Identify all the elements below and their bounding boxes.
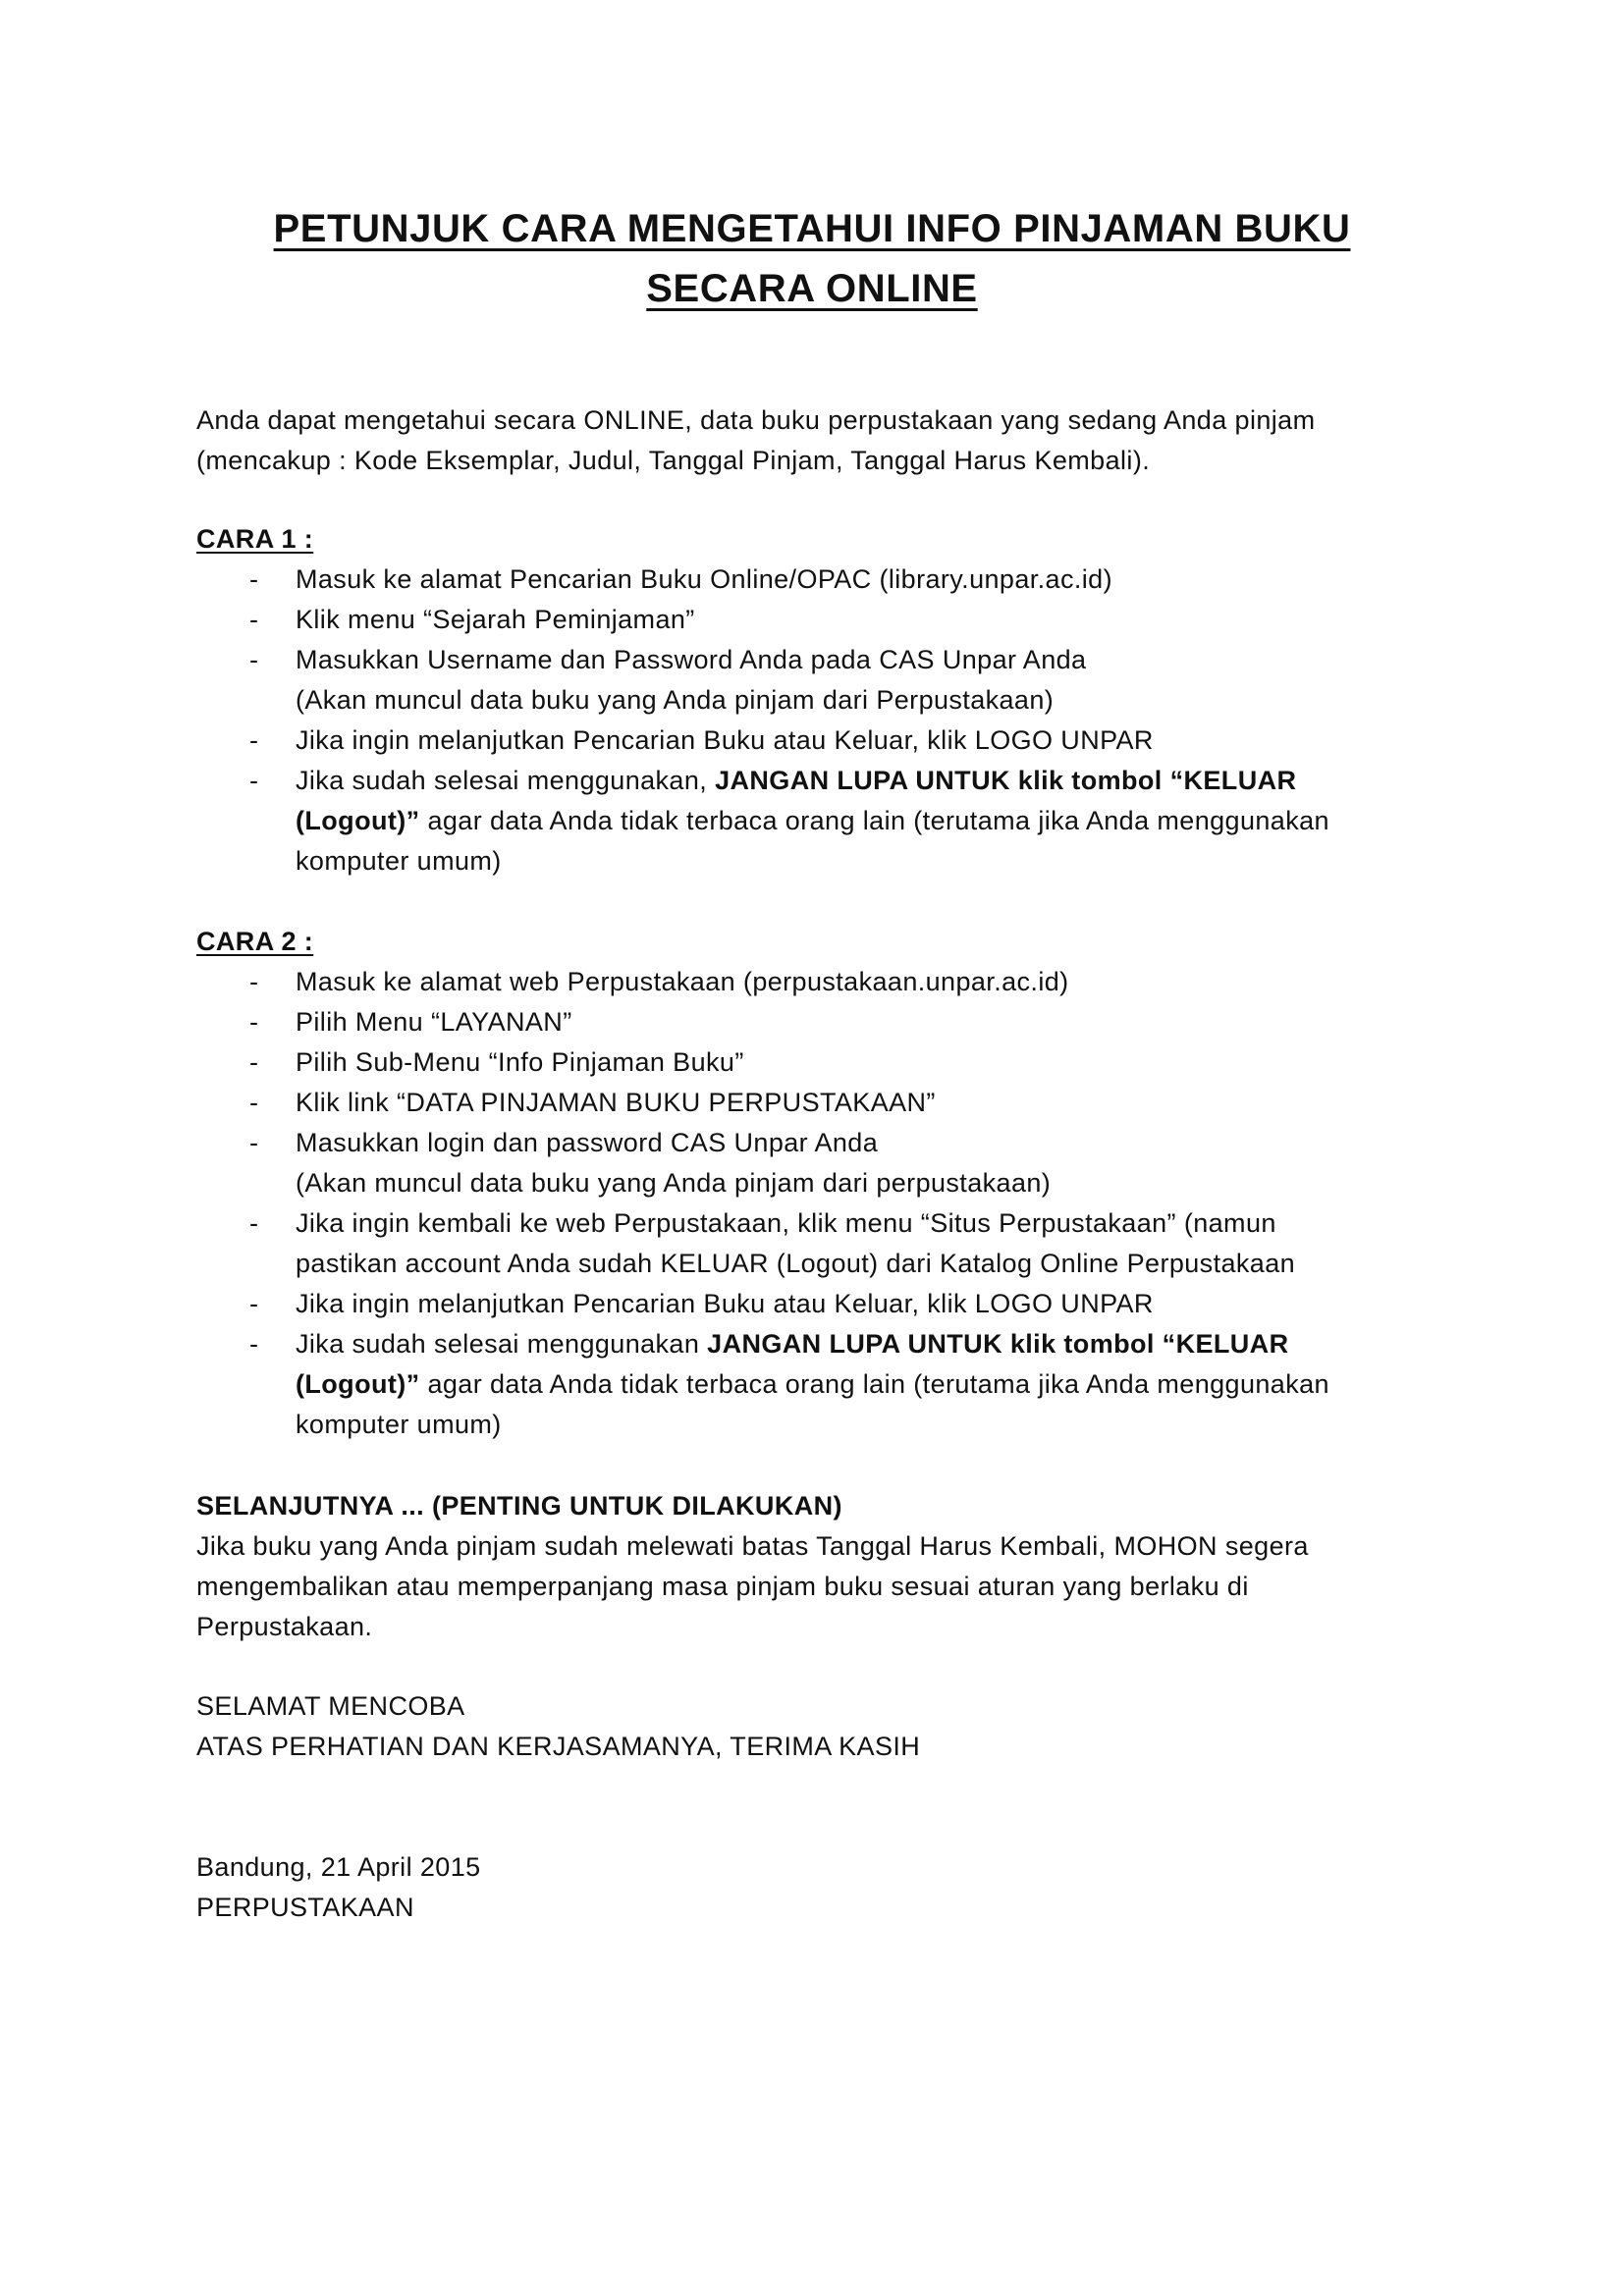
cara-1-heading: CARA 1 : xyxy=(196,524,314,554)
list-item-continuation: komputer umum) xyxy=(296,1410,502,1439)
list-item-text-part: Jika sudah selesai menggunakan xyxy=(296,1329,708,1359)
list-item-text: Klik link “DATA PINJAMAN BUKU PERPUSTAKAAN” xyxy=(296,1088,936,1117)
selanjutnya-section xyxy=(196,1486,1473,1647)
list-item xyxy=(196,1042,1473,1083)
warning-text: (Logout)” xyxy=(296,806,420,835)
dash-bullet: - xyxy=(249,1088,259,1117)
list-item-text: Jika ingin melanjutkan Pencarian Buku atau Keluar, klik LOGO UNPAR xyxy=(296,725,1154,755)
list-item xyxy=(196,1324,1473,1445)
list-item-text: Masuk ke alamat web Perpustakaan (perpustakaan.unpar.ac.id) xyxy=(296,967,1069,996)
dash-bullet: - xyxy=(249,1128,259,1157)
list-item-text: Jika ingin melanjutkan Pencarian Buku atau Keluar, klik LOGO UNPAR xyxy=(296,1289,1154,1318)
list-item xyxy=(196,640,1473,721)
selanjutnya-line: mengembalikan atau memperpanjang masa pinjam buku sesuai aturan yang berlaku di xyxy=(196,1572,1249,1601)
list-item-text: Pilih Menu “LAYANAN” xyxy=(296,1007,572,1037)
list-item-text xyxy=(296,1324,1473,1364)
list-item xyxy=(196,761,1473,881)
dash-bullet: - xyxy=(249,1289,259,1318)
list-item xyxy=(196,1284,1473,1324)
list-item-text: Pilih Sub-Menu “Info Pinjaman Buku” xyxy=(296,1047,744,1077)
dash-bullet: - xyxy=(249,725,259,755)
list-item xyxy=(196,721,1473,761)
dash-bullet: - xyxy=(249,967,259,996)
cara-2-section xyxy=(196,922,1473,1445)
cara-2-heading: CARA 2 : xyxy=(196,927,314,956)
dash-bullet: - xyxy=(249,1329,259,1359)
list-item-text: Masukkan login dan password CAS Unpar Anda xyxy=(296,1128,879,1157)
closing-section xyxy=(196,1686,1473,1767)
list-item-continuation: (Akan muncul data buku yang Anda pinjam dari perpustakaan) xyxy=(296,1168,1052,1198)
list-item-continuation: komputer umum) xyxy=(296,846,502,876)
list-item-text-part: Jika sudah selesai menggunakan, xyxy=(296,766,716,795)
list-item xyxy=(196,1083,1473,1123)
intro-line: Anda dapat mengetahui secara ONLINE, data buku perpustakaan yang sedang Anda pinjam xyxy=(196,405,1316,435)
dash-bullet: - xyxy=(249,645,259,674)
signature-org: PERPUSTAKAAN xyxy=(196,1893,414,1922)
list-item xyxy=(196,560,1473,600)
list-item xyxy=(196,600,1473,640)
list-item-text: Masukkan Username dan Password Anda pada CAS Unpar Anda xyxy=(296,645,1087,674)
dash-bullet: - xyxy=(249,1208,259,1238)
list-item-text: Masuk ke alamat Pencarian Buku Online/OPAC (library.unpar.ac.id) xyxy=(296,564,1112,594)
cara-1-section xyxy=(196,519,1473,881)
document-title-line-2: SECARA ONLINE xyxy=(646,267,978,310)
list-item-continuation: (Akan muncul data buku yang Anda pinjam dari Perpustakaan) xyxy=(296,685,1055,715)
list-item-text-part: agar data Anda tidak terbaca orang lain (terutama jika Anda menggunakan xyxy=(419,1369,1329,1399)
dash-bullet: - xyxy=(249,1047,259,1077)
list-item-continuation: pastikan account Anda sudah KELUAR (Logout) dari Katalog Online Perpustakaan xyxy=(296,1249,1296,1278)
signature-block xyxy=(196,1847,1473,1928)
list-item-text-part: agar data Anda tidak terbaca orang lain (terutama jika Anda menggunakan xyxy=(419,806,1329,835)
selanjutnya-heading: SELANJUTNYA ... (PENTING UNTUK DILAKUKAN) xyxy=(196,1491,842,1521)
list-item-continuation xyxy=(296,801,1473,841)
list-item-text: Klik menu “Sejarah Peminjaman” xyxy=(296,605,695,634)
list-item-text xyxy=(296,761,1473,801)
dash-bullet: - xyxy=(249,766,259,795)
dash-bullet: - xyxy=(249,564,259,594)
list-item-continuation xyxy=(296,1364,1473,1405)
document-title-line-1: PETUNJUK CARA MENGETAHUI INFO PINJAMAN BUKU xyxy=(273,207,1351,250)
warning-text: JANGAN LUPA UNTUK klik tombol “KELUAR xyxy=(715,766,1297,795)
list-item xyxy=(196,1123,1473,1203)
warning-text: JANGAN LUPA UNTUK klik tombol “KELUAR xyxy=(707,1329,1289,1359)
intro-paragraph xyxy=(196,400,1473,481)
closing-line: SELAMAT MENCOBA xyxy=(196,1691,465,1721)
selanjutnya-line: Perpustakaan. xyxy=(196,1612,373,1641)
list-item xyxy=(196,1203,1473,1284)
warning-text: (Logout)” xyxy=(296,1369,420,1399)
intro-line: (mencakup : Kode Eksemplar, Judul, Tanggal Pinjam, Tanggal Harus Kembali). xyxy=(196,446,1151,475)
list-item xyxy=(196,1002,1473,1042)
selanjutnya-line: Jika buku yang Anda pinjam sudah melewati batas Tanggal Harus Kembali, MOHON segera xyxy=(196,1531,1309,1561)
dash-bullet: - xyxy=(249,1007,259,1037)
place-date: Bandung, 21 April 2015 xyxy=(196,1852,481,1882)
closing-line: ATAS PERHATIAN DAN KERJASAMANYA, TERIMA KASIH xyxy=(196,1732,921,1761)
list-item-text: Jika ingin kembali ke web Perpustakaan, klik menu “Situs Perpustakaan” (namun xyxy=(296,1208,1276,1238)
dash-bullet: - xyxy=(249,605,259,634)
list-item xyxy=(196,962,1473,1002)
